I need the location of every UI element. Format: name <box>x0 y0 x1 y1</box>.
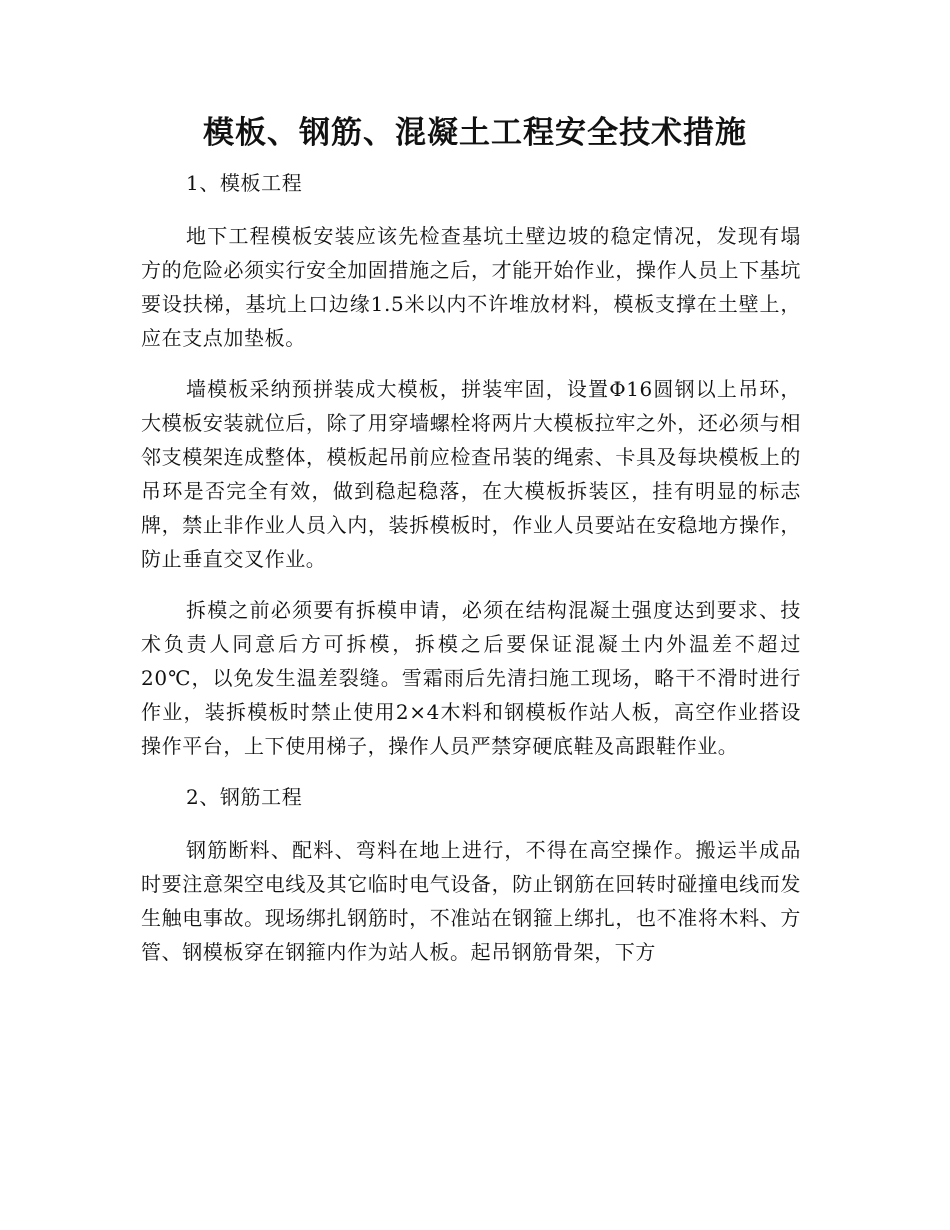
paragraph: 墙模板采纳预拼装成大模板，拼装牢固，设置Φ16圆钢以上吊环，大模板安装就位后，除了用穿墙螺栓将两片大模板拉牢之外，还必须与相邻支模架连成整体，模板起吊前应检查吊装的绳索、卡具及每块模板上的吊环是否完全有效，做到稳起稳落，在大模板拆装区，挂有明显的标志牌，禁止非作业人员入内，装拆模板时，作业人员要站在安稳地方操作，防止垂直交叉作业。 <box>141 377 801 571</box>
paragraph: 拆模之前必须要有拆模申请，必须在结构混凝土强度达到要求、技术负责人同意后方可拆模，拆模之后要保证混凝土内外温差不超过20℃，以免发生温差裂缝。雪霜雨后先清扫施工现场，略干不滑时进行作业，装拆模板时禁止使用2×4木料和钢模板作站人板，高空作业搭设操作平台，上下使用梯子，操作人员严禁穿硬底鞋及高跟鞋作业。 <box>141 598 801 758</box>
paragraph: 钢筋断料、配料、弯料在地上进行，不得在高空操作。搬运半成品时要注意架空电线及其它临时电气设备，防止钢筋在回转时碰撞电线而发生触电事故。现场绑扎钢筋时，不准站在钢箍上绑扎，也不准将木料、方管、钢模板穿在钢箍内作为站人板。起吊钢筋骨架，下方 <box>141 838 801 964</box>
section-formwork <box>141 166 801 763</box>
paragraph: 地下工程模板安装应该先检查基坑土壁边坡的稳定情况，发现有塌方的危险必须实行安全加固措施之后，才能开始作业，操作人员上下基坑要设扶梯，基坑上口边缘1.5米以内不许堆放材料，模板支撑在土壁上，应在支点加垫板。 <box>141 224 801 350</box>
document-title: 模板、钢筋、混凝土工程安全技术措施 <box>203 115 747 151</box>
section-heading: 2、钢筋工程 <box>186 785 303 809</box>
section-rebar <box>141 780 801 969</box>
document-body <box>141 166 801 986</box>
section-heading: 1、模板工程 <box>186 171 303 195</box>
